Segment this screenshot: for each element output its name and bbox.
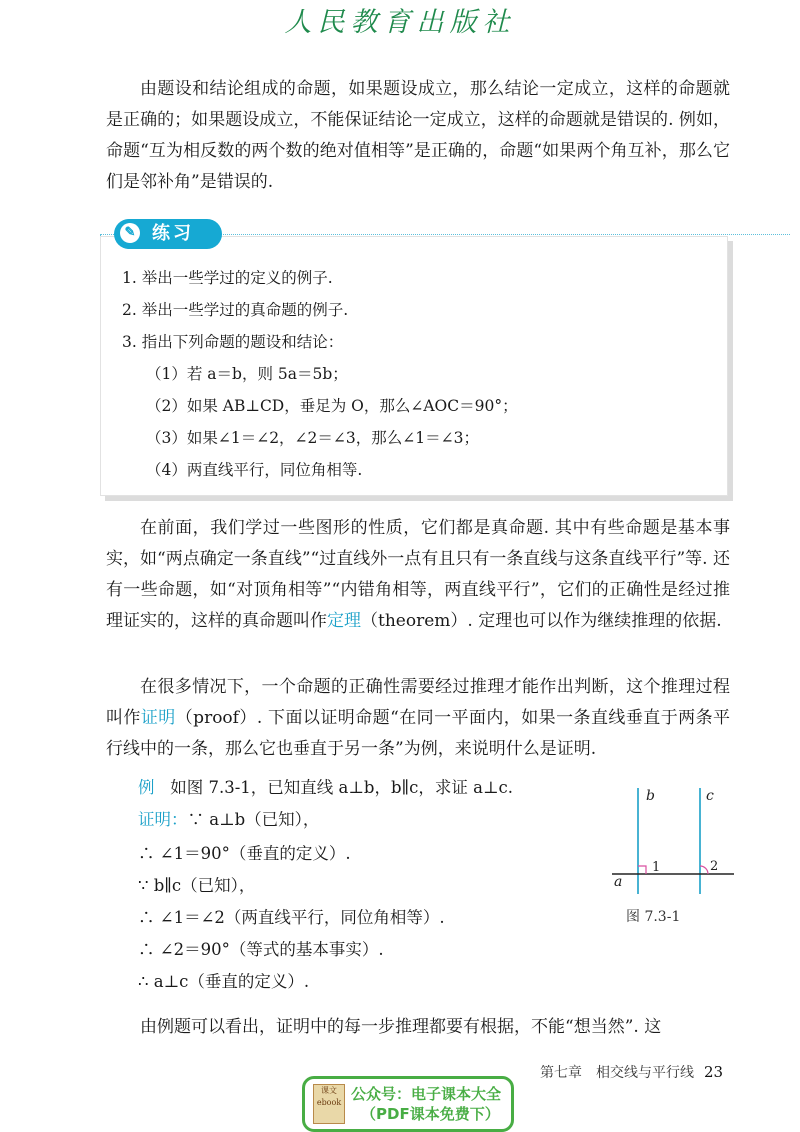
proof-step: ∴ ∠2＝90°（等式的基本事实）. — [138, 940, 384, 959]
theorem-text-before: 在前面，我们学过一些图形的性质，它们都是真命题. 其中有些命题是基本事实，如“两点确定一条直线”“过直线外一点有且只有一条直线与这条直线平行”等. 还有一些命题，如“对顶角相等”“内错角相等，两直线平行”，它们的正确性是经过推理证实的，这样的真命题叫作 — [106, 518, 730, 631]
proof-text-before: 在很多情况下，一个命题的正确性需要经过推理才能作出判断，这个推理过程叫作 — [106, 677, 730, 728]
proof-label: 证明： — [138, 810, 188, 829]
exercise-subitem: （3）如果∠1＝∠2，∠2＝∠3，那么∠1＝∠3； — [146, 429, 479, 447]
exercise-title: 练习 — [152, 223, 194, 244]
paragraph-propositions: 由题设和结论组成的命题，如果题设成立，那么结论一定成立，这样的命题就是正确的；如果题设成立，不能保证结论一定成立，这样的命题就是错误的. 例如，命题“互为相反数的两个数的绝对值相等”是正确的，命题“如果两个角互补，那么它们是邻补角”是错误的. — [106, 79, 730, 192]
figure-caption: 图 7.3-1 — [626, 909, 681, 925]
pencil-icon: ✎ — [120, 223, 140, 243]
label-b: b — [646, 788, 655, 804]
exercise-heading — [114, 219, 222, 249]
exercise-list — [122, 262, 518, 486]
proof-step: ∴ a⊥c（垂直的定义）. — [138, 972, 310, 991]
publisher-logo: 人民教育出版社 — [284, 7, 516, 38]
banner-line1: 公众号：电子课本大全 — [351, 1085, 502, 1103]
exercise-item: 3. 指出下列命题的题设和结论： — [122, 333, 344, 351]
term-proof: 证明 — [140, 708, 176, 728]
example-text: 如图 7.3-1，已知直线 a⊥b，b∥c，求证 a⊥c. — [170, 778, 513, 797]
proof-text-after: （proof）. 下面以证明命题“在同一平面内，如果一条直线垂直于两条平行线中的一条，那么它也垂直于另一条”为例，来说明什么是证明. — [106, 708, 731, 759]
exercise-subitem: （2）如果 AB⊥CD，垂足为 O，那么∠AOC＝90°； — [146, 397, 518, 415]
banner-line2: （PDF课本免费下） — [361, 1105, 500, 1123]
label-a: a — [614, 874, 623, 890]
proof-step: ∵ b∥c（已知）， — [138, 876, 256, 895]
exercise-subitem: （1）若 a＝b，则 5a＝5b； — [146, 365, 348, 383]
example-label: 例 — [138, 778, 155, 797]
theorem-text-after: （theorem）. 定理也可以作为继续推理的依据. — [361, 611, 722, 631]
exercise-item: 2. 举出一些学过的真命题的例子. — [122, 301, 349, 319]
angle2-arc-mark — [700, 866, 708, 874]
example-statement — [138, 774, 513, 802]
exercise-item: 1. 举出一些学过的定义的例子. — [122, 269, 333, 287]
paragraph-conclusion: 由例题可以看出，证明中的每一步推理都要有根据，不能“想当然”. 这 — [140, 1017, 662, 1037]
page-footer — [540, 1062, 723, 1082]
label-angle1: 1 — [652, 860, 661, 875]
proof-step: ∴ ∠1＝90°（垂直的定义）. — [138, 844, 351, 863]
watermark-banner — [302, 1076, 514, 1132]
proof-step: ∴ ∠1＝∠2（两直线平行，同位角相等）. — [138, 908, 445, 927]
term-theorem: 定理 — [327, 611, 361, 631]
figure-parallel-lines — [608, 786, 738, 896]
page-number: 23 — [704, 1063, 724, 1081]
label-angle2: 2 — [710, 859, 719, 874]
angle1-right-mark — [638, 866, 646, 874]
proof-step-text: ∵ a⊥b（已知）， — [187, 810, 320, 829]
exercise-subitem: （4）两直线平行，同位角相等. — [146, 461, 363, 479]
book-icon: 课文 ebook — [313, 1084, 345, 1124]
paragraph-theorem — [106, 513, 730, 637]
label-c: c — [706, 788, 714, 804]
chapter-title: 第七章 相交线与平行线 — [540, 1065, 694, 1081]
proof-step — [138, 806, 319, 834]
paragraph-proof — [106, 672, 730, 765]
